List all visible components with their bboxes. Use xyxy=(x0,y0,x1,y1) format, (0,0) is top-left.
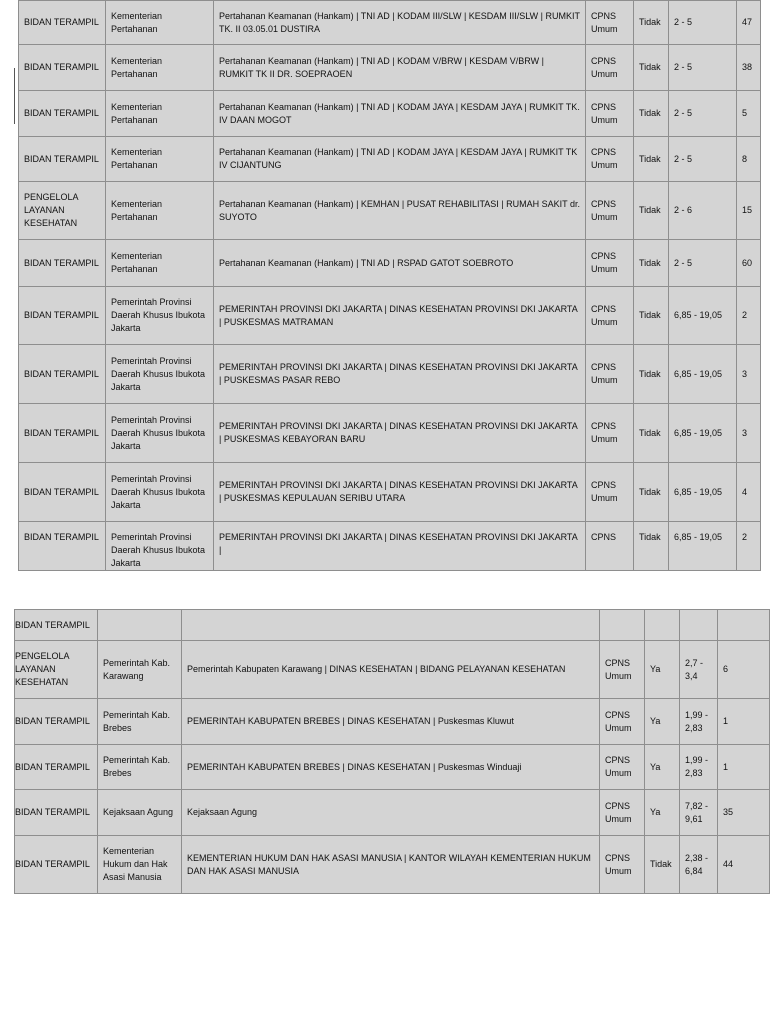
formasi-cell: 15 xyxy=(737,182,761,240)
ipk-cell: 2 - 5 xyxy=(669,1,737,45)
jabatan-cell: BIDAN TERAMPIL xyxy=(19,240,106,287)
jabatan-cell: BIDAN TERAMPIL xyxy=(15,790,98,836)
jabatan-cell: BIDAN TERAMPIL xyxy=(19,1,106,45)
ipk-cell: 6,85 - 19,05 xyxy=(669,345,737,404)
jabatan-cell: BIDAN TERAMPIL xyxy=(19,522,106,571)
jabatan-cell: BIDAN TERAMPIL xyxy=(19,463,106,522)
disabilitas-cell: Tidak xyxy=(634,91,669,137)
table-row xyxy=(19,463,761,522)
lokasi-cell: PEMERINTAH PROVINSI DKI JAKARTA | DINAS KESEHATAN PROVINSI DKI JAKARTA | PUSKESMAS KEPULAUAN SERIBU UTARA xyxy=(214,463,586,522)
jabatan-cell: PENGELOLA LAYANAN KESEHATAN xyxy=(15,641,98,699)
lokasi-cell: Pertahanan Keamanan (Hankam) | TNI AD | KODAM JAYA | KESDAM JAYA | RUMKIT TK. IV DAAN MOGOT xyxy=(214,91,586,137)
table-row xyxy=(15,790,770,836)
instansi-cell: Kementerian Pertahanan xyxy=(106,240,214,287)
disabilitas-cell: Tidak xyxy=(634,522,669,571)
formasi-cell: 44 xyxy=(718,836,770,894)
formasi-table-top xyxy=(18,0,761,571)
jenis-cell: CPNS xyxy=(586,522,634,571)
lokasi-cell: Pertahanan Keamanan (Hankam) | TNI AD | KODAM III/SLW | KESDAM III/SLW | RUMKIT TK. II 03.05.01 DUSTIRA xyxy=(214,1,586,45)
ipk-cell: 2 - 5 xyxy=(669,45,737,91)
instansi-cell: Kementerian Pertahanan xyxy=(106,137,214,182)
jenis-cell: CPNS Umum xyxy=(586,404,634,463)
jenis-cell: CPNS Umum xyxy=(586,463,634,522)
jabatan-cell: BIDAN TERAMPIL xyxy=(15,699,98,745)
table-row xyxy=(15,745,770,790)
jabatan-cell: BIDAN TERAMPIL xyxy=(19,287,106,345)
disabilitas-cell: Tidak xyxy=(634,287,669,345)
disabilitas-cell: Tidak xyxy=(634,404,669,463)
table-row xyxy=(19,182,761,240)
jenis-cell: CPNS Umum xyxy=(586,91,634,137)
jenis-cell: CPNS Umum xyxy=(586,137,634,182)
formasi-cell: 8 xyxy=(737,137,761,182)
disabilitas-cell: Tidak xyxy=(634,137,669,182)
jabatan-cell: BIDAN TERAMPIL xyxy=(19,91,106,137)
jabatan-cell: BIDAN TERAMPIL xyxy=(19,345,106,404)
jenis-cell: CPNS Umum xyxy=(600,790,645,836)
ipk-cell: 2 - 5 xyxy=(669,240,737,287)
lokasi-cell: Pertahanan Keamanan (Hankam) | TNI AD | RSPAD GATOT SOEBROTO xyxy=(214,240,586,287)
instansi-cell: Pemerintah Provinsi Daerah Khusus Ibukota Jakarta xyxy=(106,522,214,571)
formasi-cell: 60 xyxy=(737,240,761,287)
disabilitas-cell: Tidak xyxy=(634,240,669,287)
instansi-cell xyxy=(98,610,182,641)
ipk-cell: 6,85 - 19,05 xyxy=(669,287,737,345)
ipk-cell: 2,7 - 3,4 xyxy=(680,641,718,699)
jenis-cell: CPNS Umum xyxy=(600,699,645,745)
disabilitas-cell: Ya xyxy=(645,641,680,699)
jenis-cell: CPNS Umum xyxy=(586,287,634,345)
ipk-cell: 6,85 - 19,05 xyxy=(669,522,737,571)
instansi-cell: Pemerintah Provinsi Daerah Khusus Ibukota Jakarta xyxy=(106,463,214,522)
jenis-cell: CPNS Umum xyxy=(600,836,645,894)
formasi-table-bottom xyxy=(14,609,770,894)
jenis-cell: CPNS Umum xyxy=(586,345,634,404)
disabilitas-cell: Ya xyxy=(645,790,680,836)
instansi-cell: Kementerian Pertahanan xyxy=(106,182,214,240)
instansi-cell: Kementerian Pertahanan xyxy=(106,45,214,91)
jabatan-cell: BIDAN TERAMPIL xyxy=(15,745,98,790)
jenis-cell: CPNS Umum xyxy=(586,240,634,287)
ipk-cell xyxy=(680,610,718,641)
ipk-cell: 1,99 - 2,83 xyxy=(680,745,718,790)
table-row xyxy=(15,699,770,745)
lokasi-cell: PEMERINTAH PROVINSI DKI JAKARTA | DINAS KESEHATAN PROVINSI DKI JAKARTA | xyxy=(214,522,586,571)
instansi-cell: Pemerintah Provinsi Daerah Khusus Ibukota Jakarta xyxy=(106,287,214,345)
jabatan-cell: BIDAN TERAMPIL xyxy=(19,45,106,91)
table-row xyxy=(15,836,770,894)
disabilitas-cell: Tidak xyxy=(645,836,680,894)
jenis-cell xyxy=(600,610,645,641)
table-row xyxy=(19,522,761,571)
table-row xyxy=(19,1,761,45)
jenis-cell: CPNS Umum xyxy=(600,745,645,790)
formasi-cell: 38 xyxy=(737,45,761,91)
table-row xyxy=(19,137,761,182)
jenis-cell: CPNS Umum xyxy=(600,641,645,699)
ipk-cell: 6,85 - 19,05 xyxy=(669,404,737,463)
formasi-cell xyxy=(718,610,770,641)
lokasi-cell: PEMERINTAH PROVINSI DKI JAKARTA | DINAS KESEHATAN PROVINSI DKI JAKARTA | PUSKESMAS PASAR REBO xyxy=(214,345,586,404)
instansi-cell: Pemerintah Kab. Karawang xyxy=(98,641,182,699)
disabilitas-cell: Ya xyxy=(645,745,680,790)
lokasi-cell: PEMERINTAH KABUPATEN BREBES | DINAS KESEHATAN | Puskesmas Kluwut xyxy=(182,699,600,745)
table-row xyxy=(15,641,770,699)
table-row xyxy=(19,240,761,287)
formasi-cell: 3 xyxy=(737,404,761,463)
table-row xyxy=(19,345,761,404)
lokasi-cell: KEMENTERIAN HUKUM DAN HAK ASASI MANUSIA | KANTOR WILAYAH KEMENTERIAN HUKUM DAN HAK ASASI MANUSIA xyxy=(182,836,600,894)
formasi-cell: 4 xyxy=(737,463,761,522)
top-table-section xyxy=(18,0,760,568)
jenis-cell: CPNS Umum xyxy=(586,45,634,91)
formasi-cell: 35 xyxy=(718,790,770,836)
instansi-cell: Kejaksaan Agung xyxy=(98,790,182,836)
ipk-cell: 2,38 - 6,84 xyxy=(680,836,718,894)
formasi-cell: 1 xyxy=(718,745,770,790)
instansi-cell: Kementerian Pertahanan xyxy=(106,1,214,45)
disabilitas-cell xyxy=(645,610,680,641)
lokasi-cell: Pertahanan Keamanan (Hankam) | TNI AD | KODAM JAYA | KESDAM JAYA | RUMKIT TK IV CIJANTUNG xyxy=(214,137,586,182)
formasi-cell: 3 xyxy=(737,345,761,404)
instansi-cell: Pemerintah Kab. Brebes xyxy=(98,699,182,745)
lokasi-cell: Pemerintah Kabupaten Karawang | DINAS KESEHATAN | BIDANG PELAYANAN KESEHATAN xyxy=(182,641,600,699)
formasi-cell: 1 xyxy=(718,699,770,745)
ipk-cell: 2 - 5 xyxy=(669,91,737,137)
jabatan-cell: BIDAN TERAMPIL xyxy=(19,404,106,463)
disabilitas-cell: Tidak xyxy=(634,345,669,404)
instansi-cell: Pemerintah Provinsi Daerah Khusus Ibukota Jakarta xyxy=(106,345,214,404)
lokasi-cell: Kejaksaan Agung xyxy=(182,790,600,836)
lokasi-cell: PEMERINTAH KABUPATEN BREBES | DINAS KESEHATAN | Puskesmas Winduaji xyxy=(182,745,600,790)
jabatan-cell: BIDAN TERAMPIL xyxy=(15,836,98,894)
jenis-cell: CPNS Umum xyxy=(586,182,634,240)
lokasi-cell: Pertahanan Keamanan (Hankam) | KEMHAN | PUSAT REHABILITASI | RUMAH SAKIT dr. SUYOTO xyxy=(214,182,586,240)
ipk-cell: 2 - 5 xyxy=(669,137,737,182)
disabilitas-cell: Tidak xyxy=(634,182,669,240)
left-margin-mark xyxy=(14,68,15,124)
lokasi-cell: PEMERINTAH PROVINSI DKI JAKARTA | DINAS KESEHATAN PROVINSI DKI JAKARTA | PUSKESMAS KEBAYORAN BARU xyxy=(214,404,586,463)
jabatan-cell: BIDAN TERAMPIL xyxy=(19,137,106,182)
formasi-cell: 2 xyxy=(737,287,761,345)
ipk-cell: 1,99 - 2,83 xyxy=(680,699,718,745)
table-row xyxy=(19,45,761,91)
ipk-cell: 7,82 - 9,61 xyxy=(680,790,718,836)
ipk-cell: 2 - 6 xyxy=(669,182,737,240)
disabilitas-cell: Tidak xyxy=(634,463,669,522)
table-row xyxy=(19,91,761,137)
formasi-cell: 5 xyxy=(737,91,761,137)
bottom-table-section xyxy=(14,609,759,894)
jabatan-cell: BIDAN TERAMPIL xyxy=(15,610,98,641)
ipk-cell: 6,85 - 19,05 xyxy=(669,463,737,522)
instansi-cell: Kementerian Hukum dan Hak Asasi Manusia xyxy=(98,836,182,894)
formasi-cell: 6 xyxy=(718,641,770,699)
formasi-cell: 2 xyxy=(737,522,761,571)
disabilitas-cell: Ya xyxy=(645,699,680,745)
disabilitas-cell: Tidak xyxy=(634,45,669,91)
instansi-cell: Pemerintah Kab. Brebes xyxy=(98,745,182,790)
formasi-cell: 47 xyxy=(737,1,761,45)
instansi-cell: Kementerian Pertahanan xyxy=(106,91,214,137)
jenis-cell: CPNS Umum xyxy=(586,1,634,45)
table-row xyxy=(19,404,761,463)
jabatan-cell: PENGELOLA LAYANAN KESEHATAN xyxy=(19,182,106,240)
table-row xyxy=(15,610,770,641)
lokasi-cell xyxy=(182,610,600,641)
table-row xyxy=(19,287,761,345)
instansi-cell: Pemerintah Provinsi Daerah Khusus Ibukota Jakarta xyxy=(106,404,214,463)
lokasi-cell: Pertahanan Keamanan (Hankam) | TNI AD | KODAM V/BRW | KESDAM V/BRW | RUMKIT TK II DR. SOEPRAOEN xyxy=(214,45,586,91)
lokasi-cell: PEMERINTAH PROVINSI DKI JAKARTA | DINAS KESEHATAN PROVINSI DKI JAKARTA | PUSKESMAS MATRAMAN xyxy=(214,287,586,345)
disabilitas-cell: Tidak xyxy=(634,1,669,45)
